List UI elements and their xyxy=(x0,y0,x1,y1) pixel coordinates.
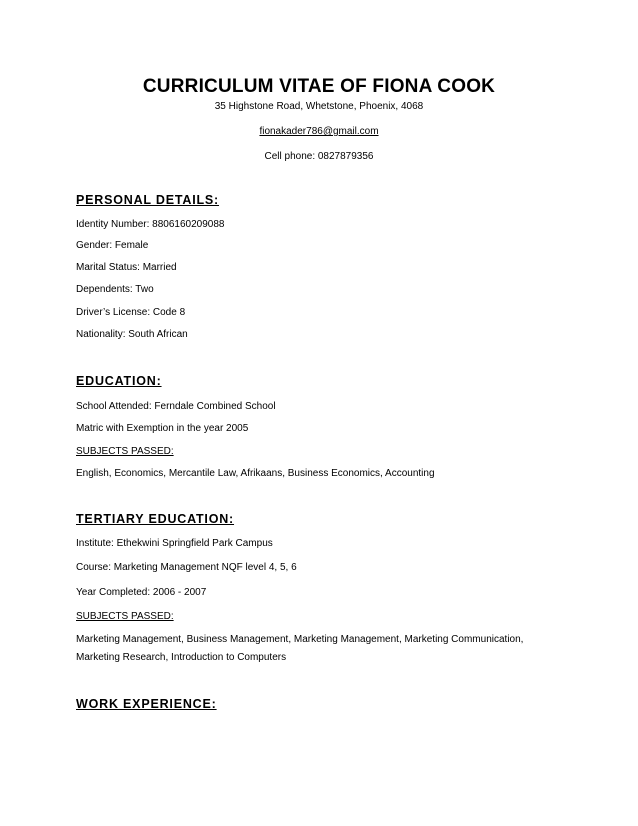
email-link[interactable]: fionakader786@gmail.com xyxy=(259,126,379,137)
address: 35 Highstone Road, Whetstone, Phoenix, 4068 xyxy=(214,101,424,112)
institute: Institute: Ethekwini Springfield Park Campus xyxy=(76,538,273,549)
phone: Cell phone: 0827879356 xyxy=(264,151,374,162)
cv-title: CURRICULUM VITAE OF FIONA COOK xyxy=(142,76,496,97)
matric: Matric with Exemption in the year 2005 xyxy=(76,423,249,434)
education-heading: EDUCATION: xyxy=(76,374,162,388)
nationality: Nationality: South African xyxy=(76,329,188,340)
school-subjects: English, Economics, Mercantile Law, Afrikaans, Business Economics, Accounting xyxy=(76,468,435,479)
identity-number: Identity Number: 8806160209088 xyxy=(76,219,225,230)
marital-status: Marital Status: Married xyxy=(76,262,177,273)
drivers-license: Driver’s License: Code 8 xyxy=(76,307,186,318)
dependents: Dependents: Two xyxy=(76,284,154,295)
subjects-passed-label: SUBJECTS PASSED: xyxy=(76,446,174,457)
tertiary-education-heading: TERTIARY EDUCATION: xyxy=(76,512,235,526)
work-experience-heading: WORK EXPERIENCE: xyxy=(76,697,217,711)
tertiary-subjects-passed-label: SUBJECTS PASSED: xyxy=(76,611,174,622)
school-attended: School Attended: Ferndale Combined School xyxy=(76,401,276,412)
tertiary-subjects: Marketing Management, Business Management, Marketing Management, Marketing Communication, Marketing Research, Introduction to Computers xyxy=(76,634,524,663)
gender: Gender: Female xyxy=(76,240,149,251)
personal-details-heading: PERSONAL DETAILS: xyxy=(76,193,220,207)
year-completed: Year Completed: 2006 - 2007 xyxy=(76,587,207,598)
course: Course: Marketing Management NQF level 4, 5, 6 xyxy=(76,562,297,573)
